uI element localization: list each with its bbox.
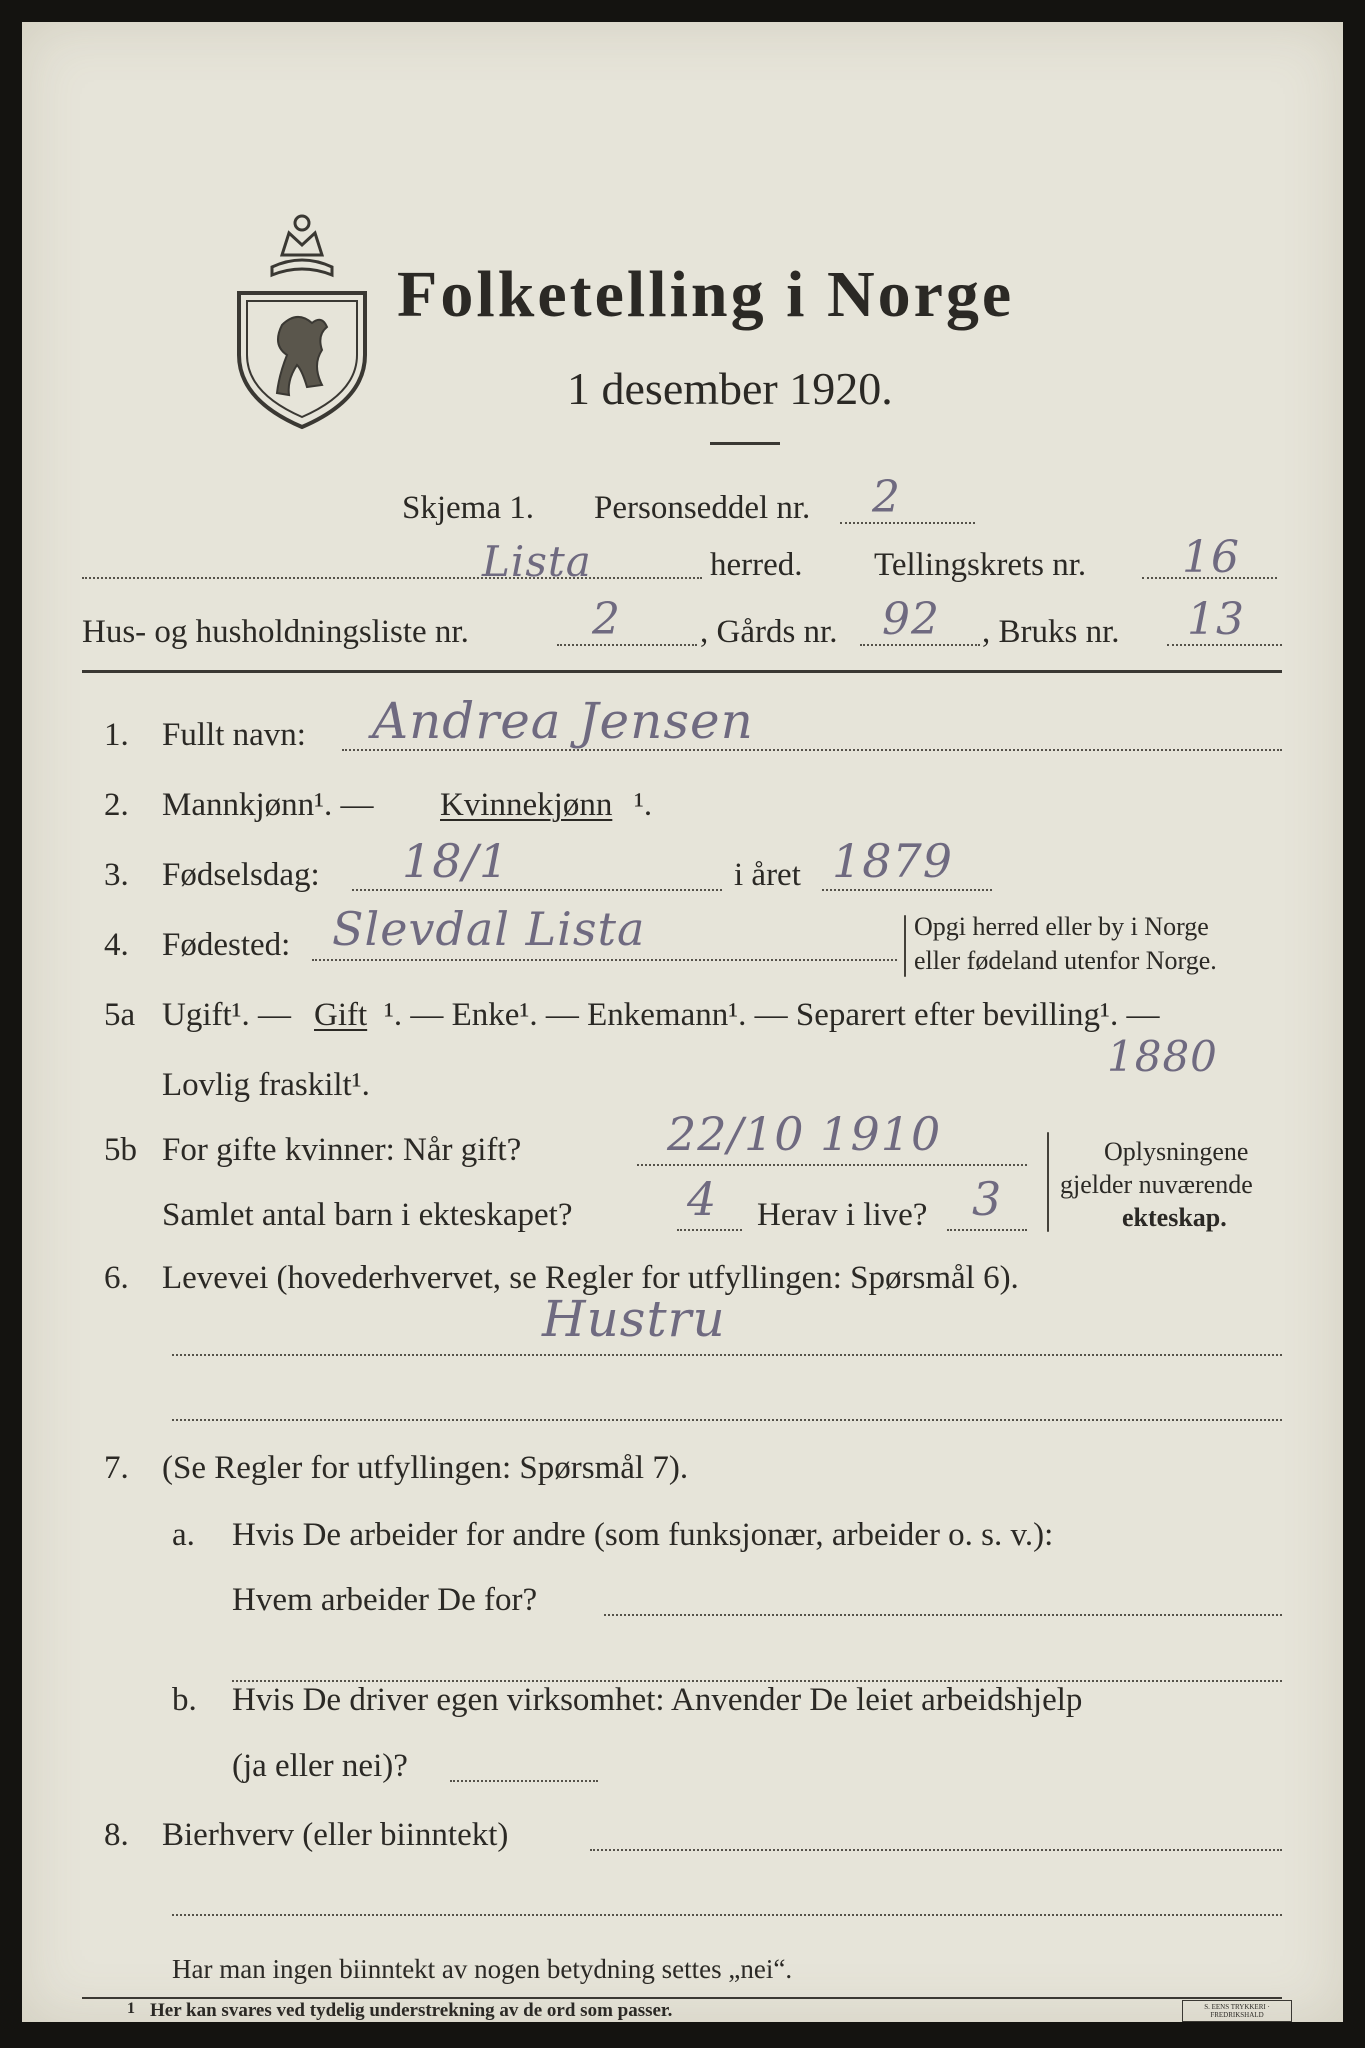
q5b-children-label: Samlet antal barn i ekteskapet? xyxy=(162,1197,573,1233)
bruks-value: 13 xyxy=(1187,594,1245,645)
q1-number: 1. xyxy=(104,717,129,753)
form-title: Folketelling i Norge xyxy=(397,258,1015,331)
q2-female-option: Kvinnekjønn xyxy=(440,787,613,823)
q5b-marriage-date: 22/10 1910 xyxy=(667,1107,942,1161)
q5a-fraskilt: Lovlig fraskilt¹. xyxy=(162,1067,370,1103)
personseddel-label: Personseddel nr. xyxy=(594,490,811,526)
q4-label: Fødested: xyxy=(162,927,291,963)
q7b-label: Hvis De driver egen virksomhet: Anvender De leiet arbeidshjelp xyxy=(232,1682,1083,1718)
q4-note-line1: Opgi herred eller by i Norge xyxy=(914,912,1209,941)
q4-birthplace: Slevdal Lista xyxy=(332,902,646,956)
q5b-note-line2: gjelder nuværende xyxy=(1060,1170,1253,1199)
gards-value: 92 xyxy=(882,594,940,645)
q8-line2 xyxy=(172,1914,1282,1916)
hus-value: 2 xyxy=(592,594,621,645)
q7b-line xyxy=(450,1780,598,1782)
q3-day-line xyxy=(352,889,722,891)
q6-line2 xyxy=(172,1419,1282,1421)
personseddel-value: 2 xyxy=(872,472,901,523)
footnote-text: Her kan svares ved tydelig understrekning av de ord som passer. xyxy=(150,2000,673,2021)
herred-line xyxy=(82,577,702,579)
coat-of-arms-icon xyxy=(227,205,377,435)
q1-full-name: Andrea Jensen xyxy=(372,692,754,750)
gards-label: , Gårds nr. xyxy=(700,614,838,650)
tellingskrets-value: 16 xyxy=(1182,532,1240,583)
q7b-letter: b. xyxy=(172,1682,197,1718)
q7b-yes-no-label: (ja eller nei)? xyxy=(232,1748,408,1784)
q5b-brace xyxy=(1047,1132,1049,1232)
census-form-sheet xyxy=(22,22,1343,2022)
q5b-number: 5b xyxy=(104,1132,137,1168)
q3-label: Fødselsdag: xyxy=(162,857,320,893)
printer-stamp: S. EENS TRYKKERI · FREDRIKSHALD xyxy=(1182,2000,1292,2022)
q2-number: 2. xyxy=(104,787,129,823)
herred-value: Lista xyxy=(482,537,592,586)
q7a-who-label: Hvem arbeider De for? xyxy=(232,1582,538,1618)
q7a-label: Hvis De arbeider for andre (som funksjonær, arbeider o. s. v.): xyxy=(232,1517,1054,1553)
q1-label: Fullt navn: xyxy=(162,717,306,753)
q8-line1 xyxy=(590,1849,1282,1851)
q5a-margin-note: 1880 xyxy=(1107,1032,1218,1081)
q5b-alive-label: Herav i live? xyxy=(757,1197,928,1233)
q5b-label: For gifte kvinner: Når gift? xyxy=(162,1132,522,1168)
q6-occupation: Hustru xyxy=(542,1290,726,1348)
tellingskrets-label: Tellingskrets nr. xyxy=(874,547,1087,583)
q3-year-line xyxy=(822,889,992,891)
q2-male-option: Mannkjønn¹. — xyxy=(162,787,374,823)
q5b-children-value: 4 xyxy=(687,1172,718,1226)
form-date: 1 desember 1920. xyxy=(567,363,893,414)
q4-line xyxy=(312,959,897,961)
q5a-gift-option: Gift xyxy=(314,997,368,1033)
herred-label: herred. xyxy=(710,547,803,583)
q7a-line1 xyxy=(604,1614,1282,1616)
footnote-mark: 1 xyxy=(127,2000,135,2017)
q8-label: Bierhverv (eller biinntekt) xyxy=(162,1817,509,1853)
q4-note-line2: eller fødeland utenfor Norge. xyxy=(914,946,1217,975)
q3-number: 3. xyxy=(104,857,129,893)
q3-birth-year: 1879 xyxy=(832,834,954,888)
q6-line1 xyxy=(172,1354,1282,1356)
q5b-note-line1: Oplysningene xyxy=(1104,1137,1249,1166)
q5a-number: 5a xyxy=(104,997,136,1033)
q7-label: (Se Regler for utfyllingen: Spørsmål 7). xyxy=(162,1450,689,1486)
footer-rule xyxy=(82,1997,1282,1999)
q7-number: 7. xyxy=(104,1450,129,1486)
personseddel-line xyxy=(840,522,975,524)
footer-note: Har man ingen biinntekt av nogen betydning settes „nei“. xyxy=(172,1954,793,1984)
q6-number: 6. xyxy=(104,1260,129,1296)
skjema-label: Skjema 1. xyxy=(402,490,534,526)
hus-label: Hus- og husholdningsliste nr. xyxy=(82,614,469,650)
q7a-letter: a. xyxy=(172,1517,195,1553)
header-rule xyxy=(82,670,1282,673)
q5a-rest: ¹. — Enke¹. — Enkemann¹. — Separert efter bevilling¹. — xyxy=(384,997,1160,1033)
q3-birth-day: 18/1 xyxy=(402,834,510,888)
q3-year-label: i året xyxy=(734,857,801,893)
q5b-alive-value: 3 xyxy=(972,1172,1003,1226)
hus-line xyxy=(557,644,697,646)
q2-female-sup: ¹. xyxy=(634,787,653,823)
q5b-line xyxy=(637,1164,1027,1166)
q4-brace xyxy=(904,915,906,977)
q5b-alive-line xyxy=(947,1229,1027,1231)
q5b-children-line xyxy=(677,1229,742,1231)
q5a-ugift: Ugift¹. — xyxy=(162,997,292,1033)
title-divider xyxy=(710,442,780,445)
bruks-label: , Bruks nr. xyxy=(982,614,1120,650)
q4-number: 4. xyxy=(104,927,129,963)
q5b-note-line3: ekteskap. xyxy=(1122,1203,1227,1232)
q6-label: Levevei (hovederhvervet, se Regler for utfyllingen: Spørsmål 6). xyxy=(162,1260,1019,1296)
q8-number: 8. xyxy=(104,1817,129,1853)
